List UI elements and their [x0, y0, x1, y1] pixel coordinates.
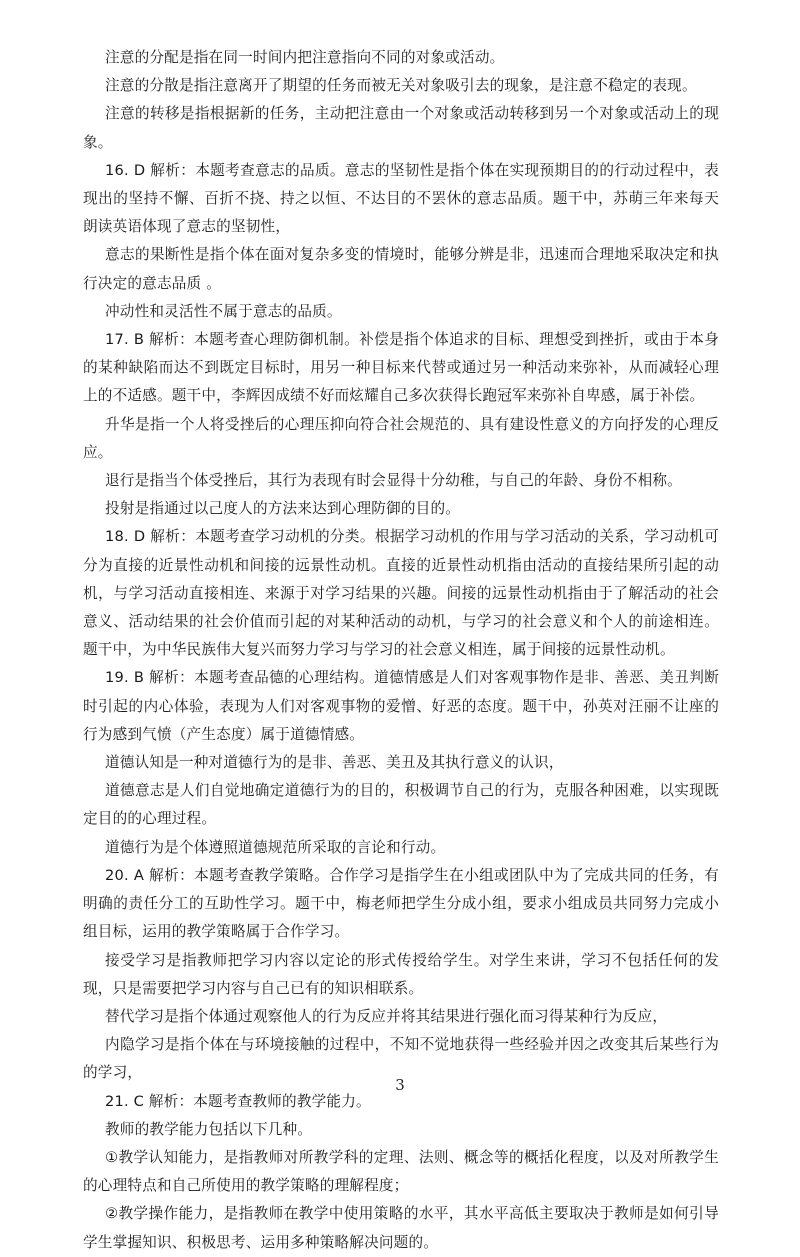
paragraph-impulsiveness: 冲动性和灵活性不属于意志的品质。	[105, 302, 342, 320]
paragraph-teaching-operation: ②教学操作能力，是指教师在教学中使用策略的水平，其水平高低主要取决于教师是如何引导学生掌握知识、积极思考、运用多种策略解决问题的。	[83, 1205, 719, 1251]
answer-17: 17. B 解析：本题考查心理防御机制。补偿是指个体追求的目标、理想受到挫折，或由于本身的某种缺陷而达不到既定目标时，用另一种目标来代替或通过另一种活动来弥补，从而减轻心理上的不适感。题干中，李辉因成绩不好而炫耀自己多次获得长跑冠军来弥补自卑感，属于补偿。	[83, 331, 719, 405]
paragraph-moral-cognition: 道德认知是一种对道德行为的是非、善恶、美丑及其执行意义的认识，	[105, 754, 564, 772]
answer-21: 21. C 解析：本题考查教师的教学能力。	[105, 1092, 371, 1110]
paragraph-attention-distraction: 注意的分散是指注意离开了期望的任务而被无关对象吸引去的现象，是注意不稳定的表现。	[105, 77, 697, 95]
answer-explanations	[83, 44, 719, 1257]
answer-18: 18. D 解析：本题考查学习动机的分类。根据学习动机的作用与学习活动的关系，学习动机可分为直接的近景性动机和间接的远景性动机。直接的近景性动机指由活动的直接结果所引起的动机，与学习活动直接相连、来源于对学习结果的兴趣。间接的远景性动机指由于了解活动的社会意义、活动结果的社会价值而引起的对某种活动的动机，与学习的社会意义和个人的前途相连。题干中，为中华民族伟大复兴而努力学习与学习的社会意义相连，属于间接的远景性动机。	[83, 528, 719, 659]
paragraph-moral-behavior: 道德行为是个体遵照道德规范所采取的言论和行动。	[105, 838, 446, 856]
page-number: 3	[395, 1076, 405, 1094]
paragraph-vicarious-learning: 替代学习是指个体通过观察他人的行为反应并将其结果进行强化而习得某种行为反应，	[105, 1007, 668, 1025]
paragraph-projection: 投射是指通过以己度人的方法来达到心理防御的目的。	[105, 500, 461, 518]
paragraph-teaching-abilities-intro: 教师的教学能力包括以下几种。	[105, 1120, 313, 1138]
paragraph-attention-distribution: 注意的分配是指在同一时间内把注意指向不同的对象或活动。	[105, 49, 505, 66]
paragraph-regression: 退行是指当个体受挫后，其行为表现有时会显得十分幼稚，与自己的年龄、身份不相称。	[105, 472, 682, 490]
answer-19: 19. B 解析：本题考查品德的心理结构。道德情感是人们对客观事物作是非、善恶、美丑判断时引起的内心体验，表现为人们对客观事物的爱憎、好恶的态度。题干中，孙英对汪丽不让座的行为感到气愤（产生态度）属于道德情感。	[83, 669, 719, 743]
paragraph-moral-will: 道德意志是人们自觉地确定道德行为的目的，积极调节自己的行为，克服各种困难，以实现既定目的的心理过程。	[83, 782, 719, 828]
paragraph-attention-shift: 注意的转移是指根据新的任务，主动把注意由一个对象或活动转移到另一个对象或活动上的现象。	[83, 105, 719, 151]
answer-16: 16. D 解析：本题考查意志的品质。意志的坚韧性是指个体在实现预期目的的行动过程中，表现出的坚持不懈、百折不挠、持之以恒、不达目的不罢休的意志品质。题干中，苏萌三年来每天朗读英语体现了意志的坚韧性，	[83, 161, 719, 236]
paragraph-receptive-learning: 接受学习是指教师把学习内容以定论的形式传授给学生。对学生来讲，学习不包括任何的发现，只是需要把学习内容与自己已有的知识相联系。	[83, 951, 719, 997]
answer-20: 20. A 解析：本题考查教学策略。合作学习是指学生在小组或团队中为了完成共同的任务，有明确的责任分工的互助性学习。题干中，梅老师把学生分成小组，要求小组成员共同努力完成小组目标，运用的教学策略属于合作学习。	[83, 866, 719, 941]
paragraph-sublimation: 升华是指一个人将受挫后的心理压抑向符合社会规范的、具有建设性意义的方向抒发的心理反应。	[83, 415, 719, 461]
paragraph-implicit-learning: 内隐学习是指个体在与环境接触的过程中，不知不觉地获得一些经验并因之改变其后某些行为的学习，	[83, 1036, 719, 1082]
paragraph-teaching-cognition: ①教学认知能力，是指教师对所教学科的定理、法则、概念等的概括化程度，以及对所教学生的心理特点和自己所使用的教学策略的理解程度；	[83, 1148, 719, 1195]
paragraph-will-decisiveness: 意志的果断性是指个体在面对复杂多变的情境时，能够分辨是非，迅速而合理地采取决定和执行决定的意志品质 。	[83, 246, 719, 292]
